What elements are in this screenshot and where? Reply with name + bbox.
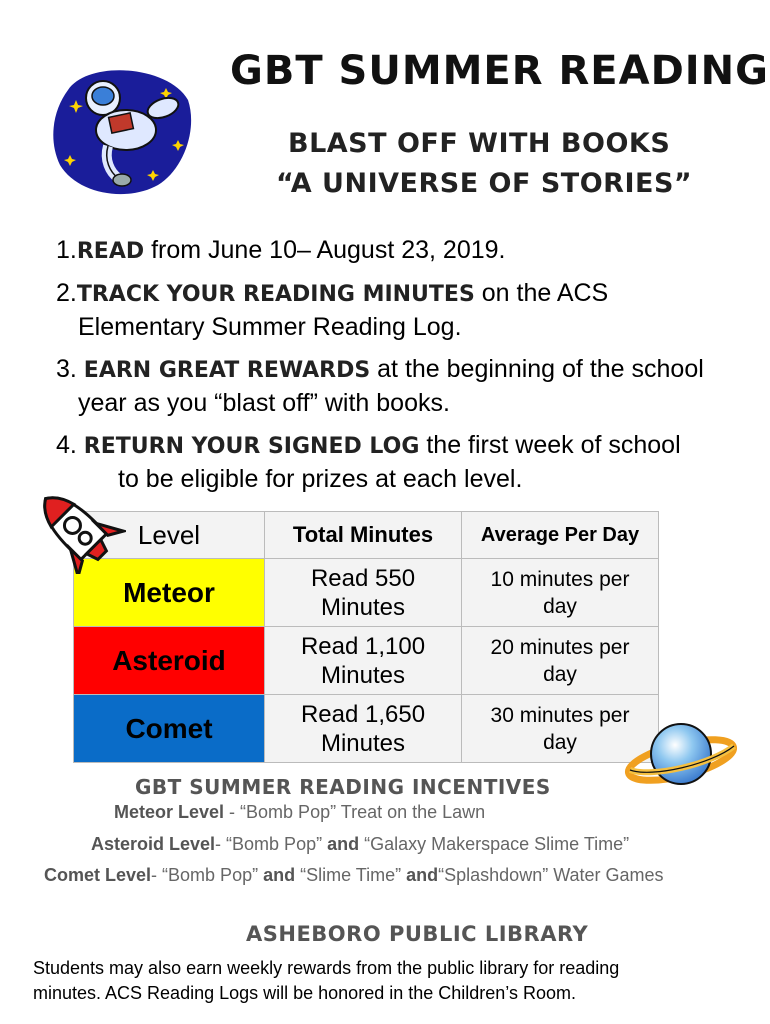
table-row-meteor xyxy=(74,559,659,627)
incentive-comet: Comet Level- “Bomb Pop” and “Slime Time” and“Splashdown” Water Games xyxy=(44,865,664,885)
step-3-continued: year as you “blast off” with books. xyxy=(78,389,450,417)
level-meteor: Meteor xyxy=(74,559,265,627)
incentives-title: GBT SUMMER READING INCENTIVES xyxy=(135,775,551,799)
header-total-minutes: Total Minutes xyxy=(265,512,462,559)
minutes-meteor: Read 550 Minutes xyxy=(265,559,462,627)
level-asteroid: Asteroid xyxy=(74,627,265,695)
astronaut-icon xyxy=(48,60,196,200)
incentive-asteroid: Asteroid Level- “Bomb Pop” and “Galaxy Makerspace Slime Time” xyxy=(91,834,630,854)
step-3: 3. EARN GREAT REWARDS at the beginning of the school xyxy=(56,355,704,383)
minutes-comet: Read 1,650 Minutes xyxy=(265,695,462,763)
level-comet: Comet xyxy=(74,695,265,763)
rocket-icon xyxy=(26,484,126,574)
incentive-meteor: Meteor Level - “Bomb Pop” Treat on the Lawn xyxy=(114,802,486,822)
library-title: ASHEBORO PUBLIC LIBRARY xyxy=(246,922,589,946)
step-1-keyword: READ xyxy=(76,239,145,264)
planet-icon xyxy=(622,716,740,794)
average-comet: 30 minutes per day xyxy=(462,695,659,763)
library-note: Students may also earn weekly rewards from the public library for reading minutes. ACS Reading Logs will be honored in the Children’s Room. xyxy=(33,958,620,1003)
step-2-keyword: TRACK YOUR READING MINUTES xyxy=(76,282,475,307)
step-2-continued: Elementary Summer Reading Log. xyxy=(78,313,462,341)
average-meteor: 10 minutes per day xyxy=(462,559,659,627)
step-4: 4. RETURN YOUR SIGNED LOG the first week of school xyxy=(56,431,681,459)
step-1: 1.READ from June 10– August 23, 2019. xyxy=(56,236,506,264)
header-level: Level xyxy=(74,512,265,559)
average-asteroid: 20 minutes per day xyxy=(462,627,659,695)
step-2: 2.TRACK YOUR READING MINUTES on the ACS xyxy=(56,279,609,307)
table-header-row xyxy=(74,512,659,559)
header-average-per-day: Average Per Day xyxy=(462,512,659,559)
subtitle-blast-off: BLAST OFF WITH BOOKS xyxy=(288,128,671,159)
reading-levels-table xyxy=(73,511,659,763)
table-row-asteroid xyxy=(74,627,659,695)
page-title: GBT SUMMER READING xyxy=(230,48,769,94)
subtitle-universe: “A UNIVERSE OF STORIES” xyxy=(276,168,693,199)
step-3-keyword: EARN GREAT REWARDS xyxy=(83,358,371,383)
step-4-continued: to be eligible for prizes at each level. xyxy=(118,465,523,493)
step-4-keyword: RETURN YOUR SIGNED LOG xyxy=(83,434,420,459)
table-row-comet xyxy=(74,695,659,763)
minutes-asteroid: Read 1,100 Minutes xyxy=(265,627,462,695)
